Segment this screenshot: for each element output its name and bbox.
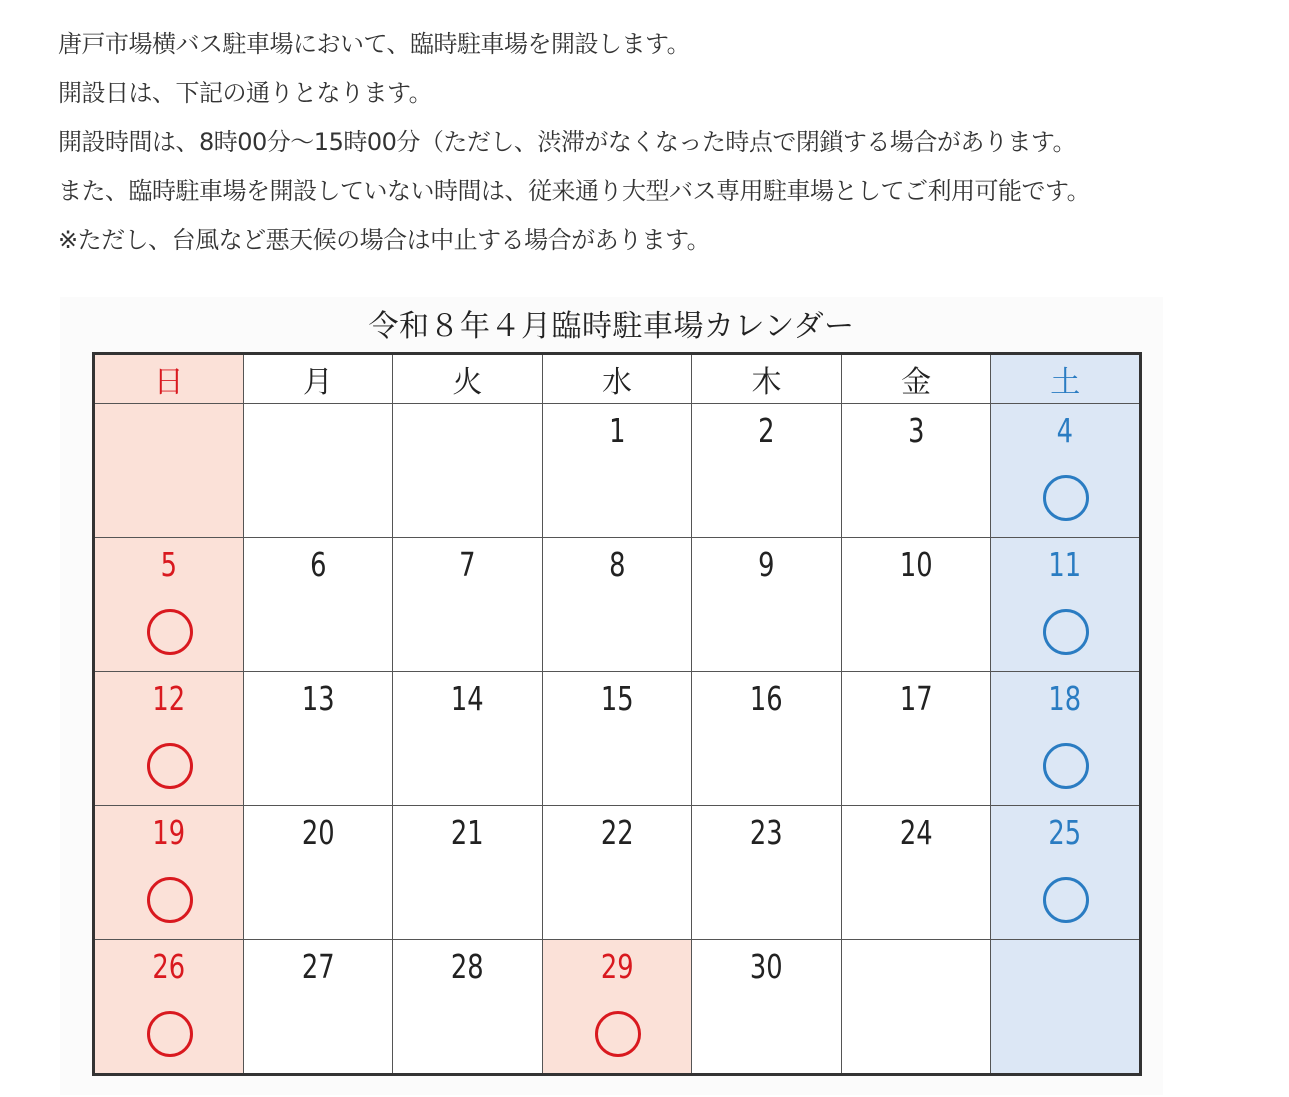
calendar-day-cell (393, 940, 543, 1075)
calendar-day-cell (692, 940, 842, 1075)
notice-line: 唐戸市場横バス駐車場において、臨時駐車場を開設します。 (58, 30, 691, 58)
calendar-day-cell (841, 806, 991, 940)
open-day-circle-icon (147, 609, 193, 655)
calendar-day-cell (692, 806, 842, 940)
day-number: 22 (600, 813, 634, 852)
open-day-circle-icon (147, 1011, 193, 1057)
day-number: 13 (301, 679, 335, 718)
calendar-day-cell (991, 404, 1141, 538)
notice-line: 開設時間は、8時00分～15時00分（ただし、渋滞がなくなった時点で閉鎖する場合があります。 (58, 128, 1076, 156)
day-number: 28 (451, 947, 484, 986)
day-number: 24 (899, 813, 933, 852)
open-day-circle-icon (1043, 609, 1089, 655)
calendar-day-cell (542, 672, 692, 806)
calendar-day-cell (243, 940, 393, 1075)
day-number: 8 (608, 545, 626, 584)
open-day-circle-icon (147, 743, 193, 789)
calendar-day-cell (692, 672, 842, 806)
day-number: 26 (152, 947, 186, 986)
day-number: 19 (152, 813, 186, 852)
weekday-sat: 土 (991, 354, 1141, 404)
day-number: 18 (1048, 679, 1082, 718)
calendar-week-row (94, 538, 1141, 672)
calendar-day-cell (94, 806, 244, 940)
calendar-day-cell (991, 806, 1141, 940)
weekday-header-row (94, 354, 1141, 404)
day-number: 4 (1056, 411, 1074, 450)
calendar-day-cell (692, 404, 842, 538)
calendar-day-cell (841, 940, 991, 1075)
weekday-mon: 月 (243, 354, 393, 404)
calendar-day-cell (243, 806, 393, 940)
calendar-day-cell (841, 404, 991, 538)
calendar-day-cell (94, 538, 244, 672)
calendar-day-cell (393, 806, 543, 940)
day-number: 17 (899, 679, 933, 718)
calendar-day-cell (542, 806, 692, 940)
day-number: 11 (1048, 545, 1082, 584)
calendar-day-cell (841, 672, 991, 806)
notice-text (58, 20, 1090, 265)
weekday-fri: 金 (841, 354, 991, 404)
day-number: 10 (899, 545, 933, 584)
day-number: 23 (750, 813, 783, 852)
calendar-week-row (94, 404, 1141, 538)
day-number: 9 (758, 545, 775, 584)
notice-line: また、臨時駐車場を開設していない時間は、従来通り大型バス専用駐車場としてご利用可能です。 (58, 177, 1091, 205)
day-number: 25 (1048, 813, 1082, 852)
day-number: 1 (608, 411, 626, 450)
notice-line: ※ただし、台風など悪天候の場合は中止する場合があります。 (58, 226, 711, 254)
day-number: 14 (451, 679, 484, 718)
calendar-day-cell (393, 404, 543, 538)
calendar-day-cell (243, 538, 393, 672)
calendar-day-cell (393, 538, 543, 672)
calendar-day-cell (94, 940, 244, 1075)
day-number: 15 (600, 679, 634, 718)
calendar-day-cell (991, 940, 1141, 1075)
open-day-circle-icon (1043, 877, 1089, 923)
calendar-day-cell (692, 538, 842, 672)
open-day-circle-icon (147, 877, 193, 923)
calendar-day-cell (841, 538, 991, 672)
calendar-day-cell (542, 940, 692, 1075)
calendar-day-cell (542, 404, 692, 538)
day-number: 7 (459, 545, 476, 584)
day-number: 16 (750, 679, 783, 718)
day-number: 6 (309, 545, 327, 584)
open-day-circle-icon (595, 1011, 641, 1057)
day-number: 29 (600, 947, 634, 986)
calendar-day-cell (542, 538, 692, 672)
day-number: 12 (152, 679, 186, 718)
weekday-wed: 水 (542, 354, 692, 404)
calendar-day-cell (393, 672, 543, 806)
calendar-week-row (94, 940, 1141, 1075)
calendar-week-row (94, 672, 1141, 806)
open-day-circle-icon (1043, 475, 1089, 521)
notice-line: 開設日は、下記の通りとなります。 (58, 79, 433, 107)
day-number: 21 (451, 813, 484, 852)
open-day-circle-icon (1043, 743, 1089, 789)
weekday-tue: 火 (393, 354, 543, 404)
calendar-title: 令和８年４月臨時駐車場カレンダー (368, 309, 855, 344)
calendar-day-cell (991, 672, 1141, 806)
calendar-body (94, 404, 1141, 1075)
calendar-day-cell (243, 672, 393, 806)
calendar-week-row (94, 806, 1141, 940)
day-number: 2 (758, 411, 775, 450)
calendar-day-cell (94, 672, 244, 806)
day-number: 5 (160, 545, 177, 584)
calendar-day-cell (94, 404, 244, 538)
day-number: 20 (301, 813, 335, 852)
weekday-sun: 日 (94, 354, 244, 404)
calendar-day-cell (243, 404, 393, 538)
day-number: 30 (750, 947, 783, 986)
calendar-grid (92, 352, 1142, 1076)
weekday-thu: 木 (692, 354, 842, 404)
day-number: 27 (301, 947, 335, 986)
day-number: 3 (907, 411, 925, 450)
calendar-day-cell (991, 538, 1141, 672)
calendar-image (60, 297, 1163, 1095)
